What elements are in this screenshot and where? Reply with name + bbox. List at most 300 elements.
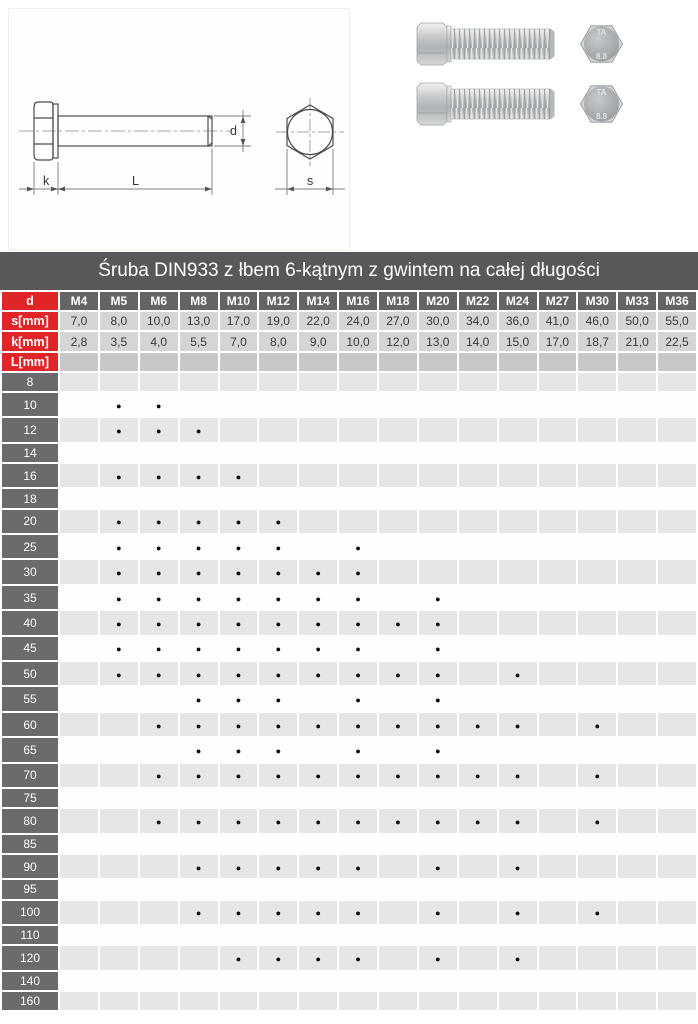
availability-cell — [658, 713, 696, 736]
availability-dot-icon: ● — [395, 771, 401, 782]
length-row-75 — [2, 789, 696, 807]
availability-cell — [499, 586, 537, 609]
availability-cell — [140, 510, 178, 533]
availability-cell — [299, 489, 337, 507]
availability-cell — [180, 464, 218, 487]
bolt-dimension-drawing-icon — [9, 9, 349, 249]
availability-dot-icon: ● — [435, 908, 441, 919]
availability-cell — [100, 835, 138, 853]
availability-cell — [60, 418, 98, 441]
length-row-header: 14 — [2, 444, 58, 462]
availability-cell — [180, 373, 218, 391]
availability-cell — [339, 662, 377, 685]
availability-cell — [658, 901, 696, 924]
head-marking-brand: TA — [596, 28, 607, 37]
availability-dot-icon: ● — [116, 517, 122, 528]
availability-cell — [259, 880, 297, 898]
availability-cell — [539, 662, 577, 685]
availability-cell — [419, 764, 457, 787]
availability-dot-icon: ● — [155, 618, 162, 629]
length-row-160 — [2, 992, 696, 1010]
availability-dot-icon: ● — [116, 542, 122, 553]
availability-cell — [180, 946, 218, 969]
availability-cell — [259, 835, 297, 853]
availability-cell — [60, 946, 98, 969]
availability-cell — [419, 835, 457, 853]
l-row-cell — [100, 353, 138, 371]
s-row-value-cell: 34,0 — [459, 312, 497, 330]
availability-cell — [459, 586, 497, 609]
availability-cell — [60, 560, 98, 583]
availability-cell — [60, 713, 98, 736]
length-row-14 — [2, 444, 696, 462]
availability-cell — [140, 444, 178, 462]
availability-cell — [539, 393, 577, 416]
availability-cell — [299, 926, 337, 944]
availability-cell — [180, 611, 218, 634]
availability-cell — [140, 992, 178, 1010]
availability-dot-icon: ● — [116, 568, 122, 579]
availability-dot-icon: ● — [155, 669, 162, 680]
availability-dot-icon: ● — [195, 669, 202, 680]
availability-cell — [299, 662, 337, 685]
availability-cell — [60, 489, 98, 507]
dim-label-s: s — [307, 174, 314, 188]
col-header-cell: M30 — [578, 292, 616, 310]
availability-cell — [419, 809, 457, 832]
availability-cell — [100, 418, 138, 441]
availability-cell — [60, 464, 98, 487]
bolt-photo-icon — [403, 78, 653, 130]
s-row-value-cell: 22,0 — [299, 312, 337, 330]
availability-cell — [539, 444, 577, 462]
availability-dot-icon: ● — [355, 908, 361, 919]
availability-cell — [658, 510, 696, 533]
length-row-header: 160 — [2, 992, 58, 1010]
availability-cell — [578, 464, 616, 487]
availability-cell — [339, 418, 377, 441]
k-row-value-cell: 12,0 — [379, 332, 417, 350]
l-row-label: L[mm] — [2, 353, 58, 371]
availability-cell — [339, 444, 377, 462]
availability-cell — [539, 373, 577, 391]
availability-cell — [299, 637, 337, 660]
availability-cell — [180, 687, 218, 710]
availability-cell — [419, 738, 457, 761]
length-row-header: 30 — [2, 560, 58, 583]
availability-cell — [499, 855, 537, 878]
availability-cell — [220, 444, 258, 462]
availability-cell — [60, 510, 98, 533]
length-row-12 — [2, 418, 696, 441]
availability-dot-icon: ● — [235, 953, 242, 964]
availability-cell — [499, 687, 537, 710]
availability-cell — [499, 738, 537, 761]
availability-cell — [539, 560, 577, 583]
availability-dot-icon: ● — [116, 426, 122, 437]
availability-cell — [220, 510, 258, 533]
k-row-value-cell: 18,7 — [578, 332, 616, 350]
availability-cell — [618, 901, 656, 924]
availability-cell — [539, 687, 577, 710]
length-row-header: 85 — [2, 835, 58, 853]
availability-cell — [578, 510, 616, 533]
availability-cell — [539, 713, 577, 736]
availability-cell — [60, 992, 98, 1010]
s-row-value-cell: 24,0 — [339, 312, 377, 330]
head-marking-brand: TA — [596, 88, 607, 97]
availability-dot-icon: ● — [275, 908, 282, 919]
availability-cell — [339, 789, 377, 807]
availability-cell — [259, 611, 297, 634]
availability-cell — [539, 835, 577, 853]
availability-cell — [499, 535, 537, 558]
availability-cell — [299, 560, 337, 583]
availability-cell — [100, 713, 138, 736]
availability-cell — [379, 535, 417, 558]
availability-dot-icon: ● — [235, 542, 242, 553]
availability-cell — [60, 880, 98, 898]
availability-cell — [180, 738, 218, 761]
availability-cell — [140, 738, 178, 761]
availability-cell — [100, 393, 138, 416]
availability-cell — [658, 464, 696, 487]
availability-cell — [60, 809, 98, 832]
availability-cell — [499, 637, 537, 660]
availability-cell — [539, 418, 577, 441]
availability-dot-icon: ● — [315, 953, 321, 964]
l-row-cell — [419, 353, 457, 371]
availability-dot-icon: ● — [275, 542, 282, 553]
availability-cell — [539, 880, 577, 898]
availability-cell — [459, 489, 497, 507]
availability-cell — [459, 738, 497, 761]
availability-cell — [379, 946, 417, 969]
length-row-header: 100 — [2, 901, 58, 924]
availability-cell — [100, 489, 138, 507]
availability-cell — [100, 880, 138, 898]
availability-cell — [658, 764, 696, 787]
availability-dot-icon: ● — [275, 618, 282, 629]
k-row — [2, 332, 696, 350]
availability-dot-icon: ● — [435, 953, 441, 964]
availability-cell — [379, 926, 417, 944]
availability-cell — [499, 992, 537, 1010]
s-row-value-cell: 30,0 — [419, 312, 457, 330]
availability-dot-icon: ● — [355, 862, 361, 873]
availability-dot-icon: ● — [195, 908, 202, 919]
availability-cell — [618, 637, 656, 660]
availability-cell — [459, 789, 497, 807]
availability-cell — [339, 764, 377, 787]
availability-dot-icon: ● — [155, 771, 162, 782]
availability-cell — [100, 510, 138, 533]
availability-dot-icon: ● — [474, 771, 481, 782]
availability-dot-icon: ● — [355, 817, 361, 828]
availability-cell — [499, 926, 537, 944]
length-row-30 — [2, 560, 696, 583]
availability-cell — [379, 662, 417, 685]
availability-cell — [419, 586, 457, 609]
availability-cell — [459, 418, 497, 441]
availability-cell — [578, 738, 616, 761]
availability-cell — [140, 418, 178, 441]
availability-cell — [578, 946, 616, 969]
availability-dot-icon: ● — [315, 908, 321, 919]
availability-cell — [140, 464, 178, 487]
availability-cell — [259, 738, 297, 761]
length-row-70 — [2, 764, 696, 787]
availability-dot-icon: ● — [275, 817, 282, 828]
availability-cell — [578, 835, 616, 853]
availability-cell — [618, 560, 656, 583]
availability-cell — [299, 946, 337, 969]
head-marking-grade: 8.8 — [595, 52, 608, 61]
availability-cell — [658, 972, 696, 990]
availability-cell — [339, 637, 377, 660]
availability-cell — [379, 855, 417, 878]
availability-dot-icon: ● — [275, 771, 282, 782]
availability-cell — [578, 855, 616, 878]
availability-cell — [499, 489, 537, 507]
availability-cell — [299, 789, 337, 807]
availability-cell — [379, 464, 417, 487]
availability-cell — [140, 764, 178, 787]
availability-cell — [180, 880, 218, 898]
availability-dot-icon: ● — [435, 771, 441, 782]
availability-cell — [419, 713, 457, 736]
l-row-cell — [539, 353, 577, 371]
col-header-cell: M8 — [180, 292, 218, 310]
length-row-120 — [2, 946, 696, 969]
availability-dot-icon: ● — [275, 568, 282, 579]
s-row-label: s[mm] — [2, 312, 58, 330]
col-header-cell: M20 — [419, 292, 457, 310]
availability-cell — [140, 637, 178, 660]
availability-cell — [459, 926, 497, 944]
availability-cell — [100, 992, 138, 1010]
availability-dot-icon: ● — [514, 771, 521, 782]
availability-cell — [419, 637, 457, 660]
availability-cell — [100, 637, 138, 660]
availability-cell — [220, 373, 258, 391]
availability-cell — [299, 855, 337, 878]
availability-dot-icon: ● — [235, 720, 242, 731]
availability-cell — [459, 809, 497, 832]
availability-cell — [180, 855, 218, 878]
availability-dot-icon: ● — [435, 644, 441, 655]
bolt-photo-icon — [403, 18, 653, 70]
availability-cell — [100, 926, 138, 944]
availability-cell — [658, 738, 696, 761]
length-row-header: 35 — [2, 586, 58, 609]
length-row-header: 25 — [2, 535, 58, 558]
availability-dot-icon: ● — [275, 669, 282, 680]
availability-cell — [419, 393, 457, 416]
availability-cell — [379, 393, 417, 416]
l-row-cell — [220, 353, 258, 371]
availability-cell — [459, 855, 497, 878]
availability-cell — [299, 764, 337, 787]
availability-cell — [299, 535, 337, 558]
availability-cell — [220, 835, 258, 853]
availability-dot-icon: ● — [116, 669, 122, 680]
k-row-value-cell: 10,0 — [339, 332, 377, 350]
availability-dot-icon: ● — [235, 862, 242, 873]
availability-cell — [259, 901, 297, 924]
length-row-80 — [2, 809, 696, 832]
availability-dot-icon: ● — [235, 568, 242, 579]
availability-dot-icon: ● — [235, 817, 242, 828]
availability-cell — [259, 444, 297, 462]
availability-cell — [220, 789, 258, 807]
availability-dot-icon: ● — [195, 746, 202, 756]
availability-dot-icon: ● — [315, 669, 321, 680]
availability-dot-icon: ● — [275, 720, 282, 731]
availability-dot-icon: ● — [275, 517, 282, 528]
availability-cell — [379, 637, 417, 660]
availability-dot-icon: ● — [275, 695, 282, 706]
availability-cell — [618, 972, 656, 990]
availability-dot-icon: ● — [116, 593, 122, 604]
availability-dot-icon: ● — [155, 471, 162, 482]
availability-dot-icon: ● — [594, 908, 601, 919]
availability-dot-icon: ● — [235, 695, 242, 706]
availability-dot-icon: ● — [594, 720, 601, 731]
availability-cell — [339, 687, 377, 710]
availability-cell — [379, 764, 417, 787]
availability-cell — [539, 586, 577, 609]
availability-cell — [60, 662, 98, 685]
availability-cell — [379, 972, 417, 990]
availability-cell — [578, 809, 616, 832]
availability-cell — [578, 418, 616, 441]
availability-cell — [100, 687, 138, 710]
availability-cell — [180, 444, 218, 462]
length-row-header: 65 — [2, 738, 58, 761]
availability-cell — [100, 586, 138, 609]
availability-cell — [618, 713, 656, 736]
availability-cell — [140, 880, 178, 898]
availability-cell — [140, 926, 178, 944]
availability-cell — [259, 946, 297, 969]
availability-dot-icon: ● — [435, 817, 441, 828]
availability-dot-icon: ● — [395, 618, 401, 629]
col-header-cell: M6 — [140, 292, 178, 310]
availability-cell — [578, 444, 616, 462]
availability-cell — [658, 946, 696, 969]
availability-cell — [60, 835, 98, 853]
availability-cell — [140, 586, 178, 609]
availability-dot-icon: ● — [395, 669, 401, 680]
availability-cell — [499, 835, 537, 853]
availability-cell — [140, 687, 178, 710]
availability-dot-icon: ● — [155, 817, 162, 828]
availability-cell — [259, 713, 297, 736]
availability-cell — [259, 789, 297, 807]
availability-cell — [379, 510, 417, 533]
availability-cell — [140, 789, 178, 807]
availability-dot-icon: ● — [155, 426, 162, 437]
availability-cell — [259, 418, 297, 441]
length-row-header: 60 — [2, 713, 58, 736]
k-row-value-cell: 5,5 — [180, 332, 218, 350]
availability-cell — [379, 789, 417, 807]
availability-table — [0, 290, 698, 1012]
availability-cell — [658, 586, 696, 609]
availability-cell — [220, 809, 258, 832]
availability-cell — [339, 809, 377, 832]
availability-cell — [419, 687, 457, 710]
availability-cell — [339, 738, 377, 761]
availability-cell — [539, 926, 577, 944]
availability-cell — [379, 687, 417, 710]
k-row-value-cell: 7,0 — [220, 332, 258, 350]
availability-cell — [618, 510, 656, 533]
availability-cell — [60, 855, 98, 878]
availability-cell — [339, 835, 377, 853]
availability-dot-icon: ● — [355, 568, 361, 579]
availability-cell — [339, 713, 377, 736]
availability-cell — [578, 393, 616, 416]
availability-cell — [259, 637, 297, 660]
availability-dot-icon: ● — [514, 862, 521, 873]
availability-cell — [459, 713, 497, 736]
s-row-value-cell: 55,0 — [658, 312, 696, 330]
availability-dot-icon: ● — [395, 720, 401, 731]
availability-dot-icon: ● — [594, 817, 601, 828]
length-row-55 — [2, 687, 696, 710]
availability-cell — [539, 535, 577, 558]
k-row-value-cell: 2,8 — [60, 332, 98, 350]
availability-cell — [220, 393, 258, 416]
availability-cell — [459, 835, 497, 853]
availability-cell — [499, 946, 537, 969]
length-row-header: 95 — [2, 880, 58, 898]
availability-dot-icon: ● — [235, 618, 242, 629]
availability-cell — [220, 662, 258, 685]
availability-cell — [339, 926, 377, 944]
availability-cell — [379, 611, 417, 634]
availability-cell — [578, 586, 616, 609]
availability-cell — [259, 809, 297, 832]
k-row-value-cell: 8,0 — [259, 332, 297, 350]
availability-cell — [180, 835, 218, 853]
l-row-cell — [140, 353, 178, 371]
availability-cell — [339, 611, 377, 634]
availability-dot-icon: ● — [235, 593, 242, 604]
availability-cell — [618, 373, 656, 391]
availability-dot-icon: ● — [514, 908, 521, 919]
availability-cell — [499, 713, 537, 736]
availability-cell — [379, 489, 417, 507]
availability-cell — [140, 901, 178, 924]
availability-cell — [140, 946, 178, 969]
availability-cell — [339, 972, 377, 990]
availability-cell — [299, 464, 337, 487]
availability-cell — [259, 510, 297, 533]
dim-label-d: d — [230, 124, 237, 138]
availability-cell — [499, 464, 537, 487]
availability-dot-icon: ● — [235, 771, 242, 782]
availability-cell — [658, 560, 696, 583]
availability-dot-icon: ● — [195, 426, 202, 437]
availability-cell — [339, 901, 377, 924]
length-row-header: 80 — [2, 809, 58, 832]
availability-cell — [180, 789, 218, 807]
page-title: Śruba DIN933 z łbem 6-kątnym z gwintem na całej długości — [0, 252, 698, 290]
availability-cell — [299, 901, 337, 924]
